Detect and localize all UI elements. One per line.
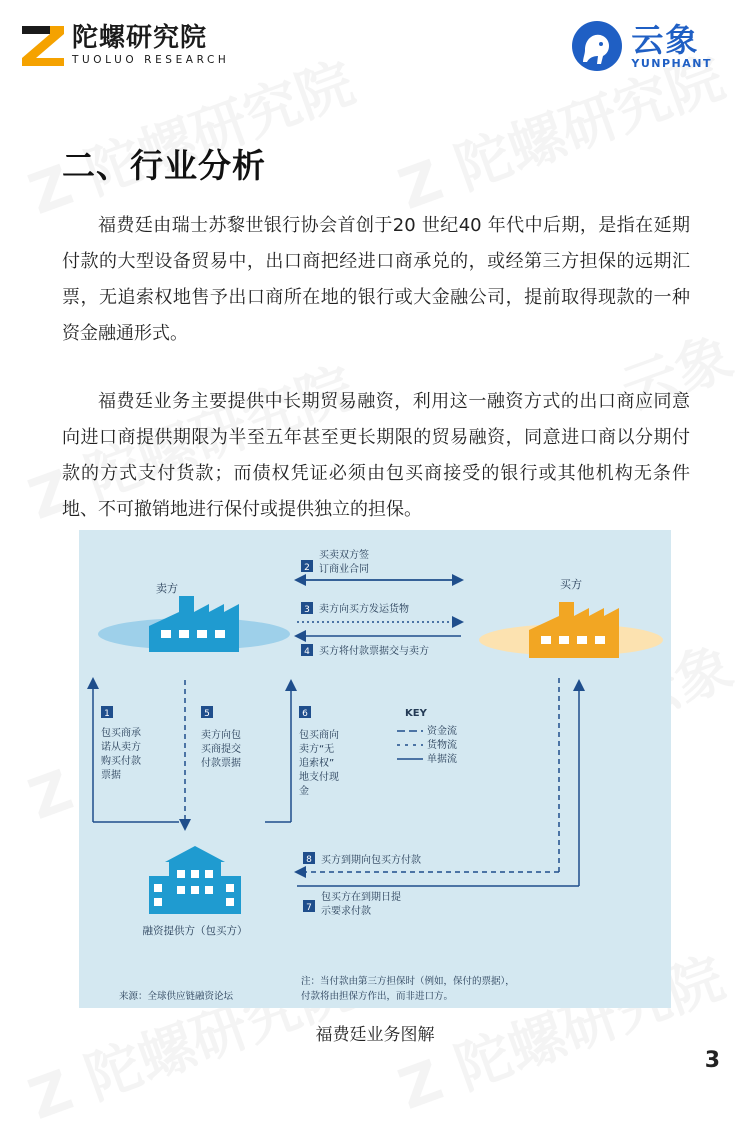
step-8-number: 8 [306, 855, 312, 865]
step-5-number: 5 [204, 709, 210, 719]
step-1-line-3: 购买付款 [101, 756, 141, 767]
note-line-1: 注：当付款由第三方担保时（例如，保付的票据）， [301, 976, 515, 987]
buyer-factory-icon [479, 602, 663, 658]
step-4-line-1: 买方将付款票据交与卖方 [319, 646, 429, 657]
step-4-number: 4 [304, 647, 310, 657]
step-7-line-1: 包买方在到期日提 [321, 892, 401, 903]
section-title: 二、行业分析 [62, 146, 266, 185]
page-number: 3 [704, 1048, 720, 1073]
step-5-line-1: 卖方向包 [201, 730, 241, 741]
step-5-line-3: 付款票据 [201, 758, 241, 769]
step-6-line-1: 包买商向 [299, 730, 339, 741]
brand-name-cn: 陀螺研究院 [72, 23, 208, 53]
yunphant-logo [571, 20, 712, 72]
step-2-line-2: 订商业合同 [319, 564, 369, 575]
step-6-line-2: 卖方“无 [299, 744, 335, 755]
elephant-logo-icon [571, 20, 623, 72]
financier-label: 融资提供方（包买方） [142, 925, 248, 937]
tuoluo-logo [20, 22, 229, 68]
partner-name-cn: 云象 [631, 20, 700, 59]
step-7-line-2: 示要求付款 [321, 906, 371, 917]
page-header [0, 0, 750, 90]
paragraph-1: 福费廷由瑞士苏黎世银行协会首创于20 世纪40 年代中后期，是指在延期付款的大型设备贸易中，出口商把经进口商承兑的，或经第三方担保的远期汇票，无追索权地售予出口商所在地的银行或大金融公司，提前取得现款的一种资金融通形式。 [62, 215, 690, 344]
key-goods-label: 货物流 [427, 740, 457, 751]
figure-caption: 福费廷业务图解 [315, 1025, 435, 1045]
step-1-line-4: 票据 [101, 770, 121, 781]
step-2-number: 2 [304, 563, 310, 573]
paragraph-2: 福费廷业务主要提供中长期贸易融资，利用这一融资方式的出口商应同意向进口商提供期限为半至五年甚至更长期限的贸易融资，同意进口商以分期付款的方式支付货款；而债权凭证必须由包买商接受的银行或其他机构无条件地、不可撤销地进行保付或提供独立的担保。 [62, 391, 690, 520]
step-8-line-1: 买方到期向包买方付款 [321, 855, 421, 866]
step-5-line-2: 买商提交 [201, 744, 241, 755]
note-line-2: 付款将由担保方作出，而非进口方。 [301, 991, 454, 1002]
buyer-label: 买方 [560, 578, 582, 591]
step-6-line-4: 地支付现 [299, 772, 339, 783]
figure-source: 来源：全球供应链融资论坛 [119, 991, 234, 1002]
partner-name-en: YUNPHANT [631, 56, 712, 70]
key-title: KEY [405, 708, 427, 719]
step-6-number: 6 [302, 709, 308, 719]
step-2-line-1: 买卖双方签 [319, 550, 369, 561]
financier-building-icon [149, 846, 241, 914]
step-7-number: 7 [306, 903, 312, 913]
step-1-number: 1 [104, 709, 110, 719]
step-3-line-1: 卖方向买方发运货物 [319, 604, 409, 615]
step-6-line-3: 追索权” [299, 758, 335, 769]
z-logo-icon [20, 22, 66, 68]
diagram-canvas [79, 530, 671, 1008]
step-3-number: 3 [304, 605, 310, 615]
forfaiting-diagram [79, 530, 671, 1008]
step-6-line-5: 金 [299, 786, 309, 797]
step-1-line-1: 包买商承 [101, 728, 141, 739]
key-docs-label: 单据流 [427, 754, 457, 765]
seller-label: 卖方 [156, 582, 178, 595]
seller-factory-icon [98, 596, 290, 652]
key-cash-label: 资金流 [427, 726, 457, 737]
step-1-line-2: 诺从卖方 [101, 742, 141, 753]
brand-name-en: TUOLUO RESEARCH [72, 54, 230, 66]
